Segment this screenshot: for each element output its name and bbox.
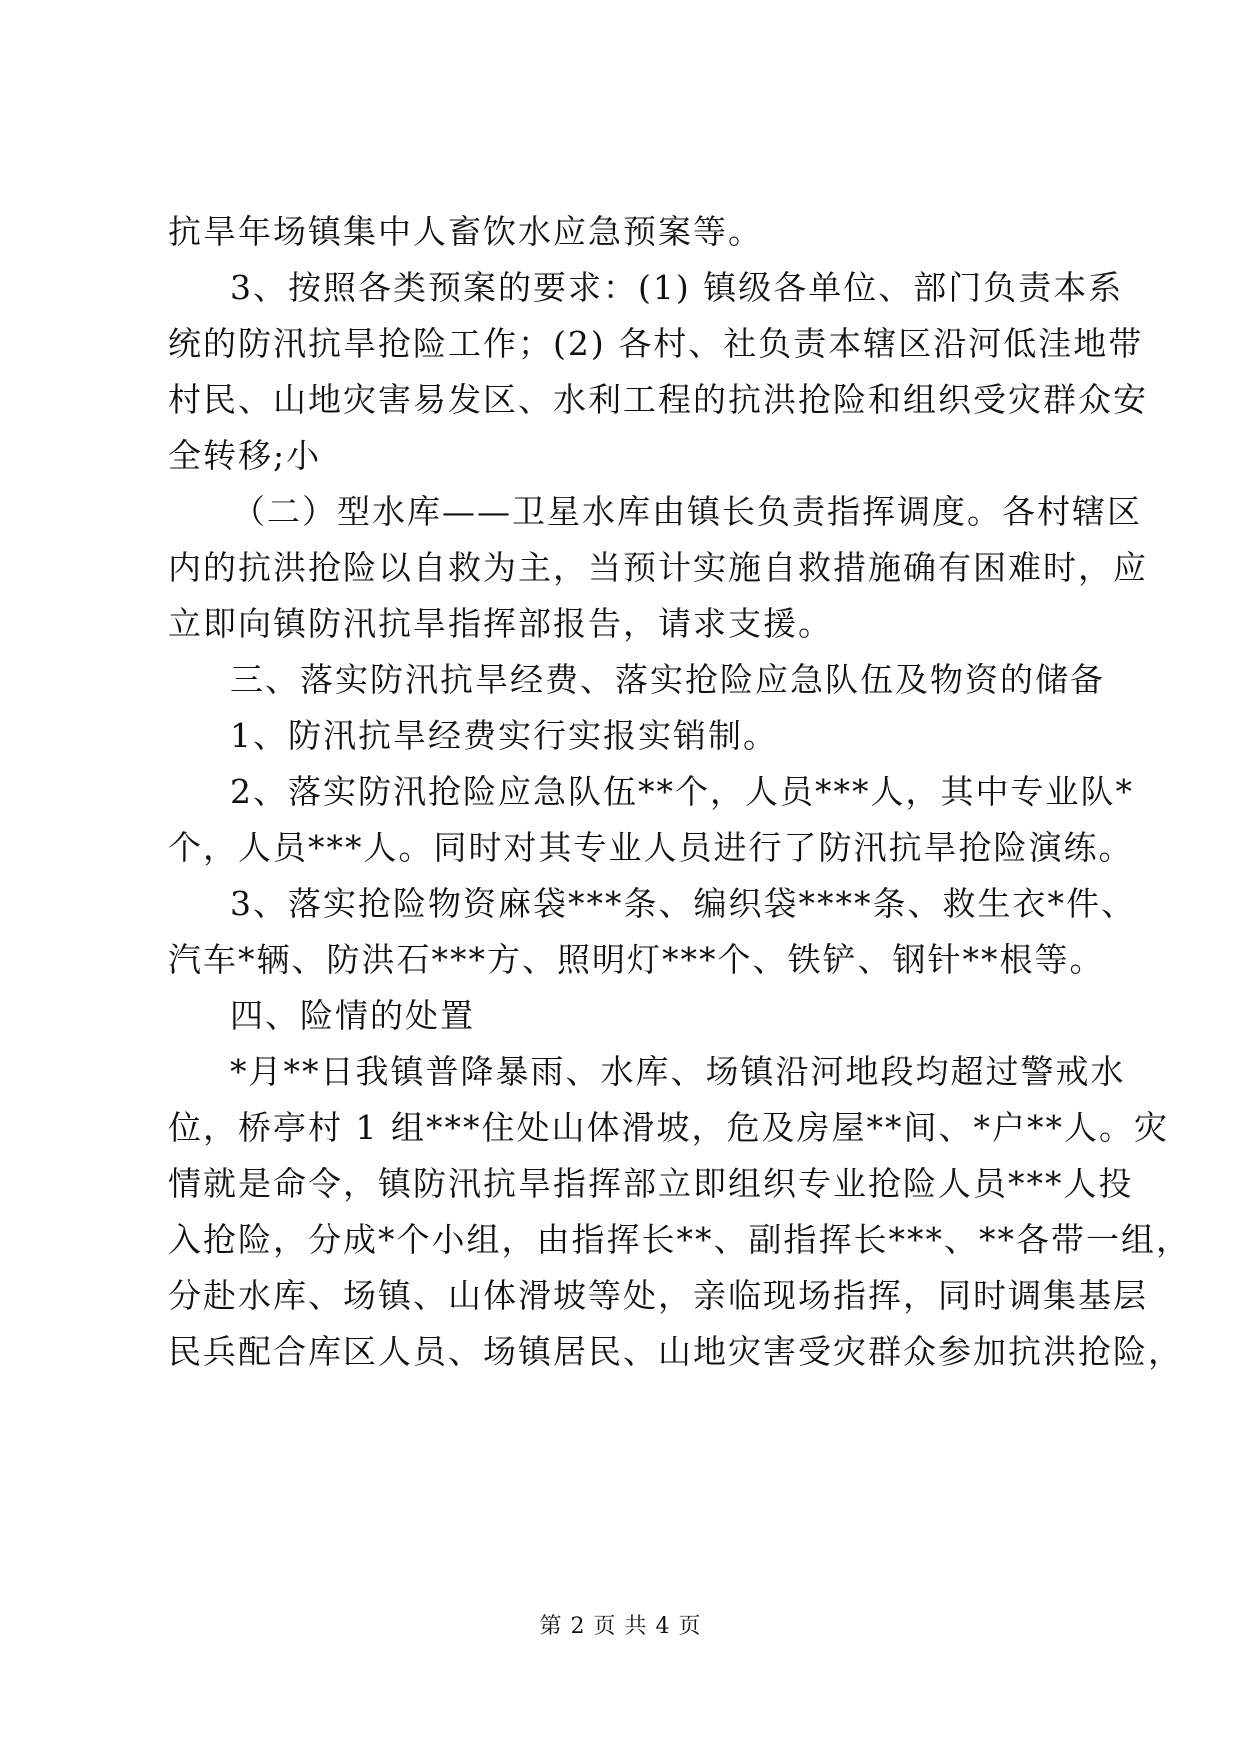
text-line-1: 抗旱年场镇集中人畜饮水应急预案等。 — [168, 212, 763, 251]
text-line-19: 入抢险，分成*个小组，由指挥长**、副指挥长***、**各带一组， — [168, 1220, 1191, 1259]
text-line-7: 内的抗洪抢险以自救为主，当预计实施自救措施确有困难时，应 — [168, 548, 1148, 587]
text-line-13: 3、落实抢险物资麻袋***条、编织袋****条、救生衣*件、 — [230, 884, 1136, 923]
text-line-12: 个，人员***人。同时对其专业人员进行了防汛抗旱抢险演练。 — [168, 828, 1134, 867]
text-line-18: 情就是命令，镇防汛抗旱指挥部立即组织专业抢险人员***人投 — [168, 1164, 1134, 1203]
text-line-4: 村民、山地灾害易发区、水利工程的抗洪抢险和组织受灾群众安 — [168, 380, 1148, 419]
page-footer: 第 2 页 共 4 页 — [539, 1614, 702, 1639]
text-line-21: 民兵配合库区人员、场镇居民、山地灾害受灾群众参加抗洪抢险， — [168, 1332, 1183, 1371]
text-line-2: 3、按照各类预案的要求：(1) 镇级各单位、部门负责本系 — [230, 268, 1124, 307]
text-line-14: 汽车*辆、防洪石***方、照明灯***个、铁铲、钢针**根等。 — [168, 940, 1105, 979]
section-heading-3: 三、落实防汛抗旱经费、落实抢险应急队伍及物资的储备 — [230, 660, 1105, 699]
text-line-3: 统的防汛抗旱抢险工作；(2) 各村、社负责本辖区沿河低洼地带 — [168, 324, 1144, 363]
text-line-20: 分赴水库、场镇、山体滑坡等处，亲临现场指挥，同时调集基层 — [168, 1276, 1148, 1315]
text-line-17: 位，桥亭村 1 组***住处山体滑坡，危及房屋**间、*户**人。灾 — [168, 1108, 1169, 1147]
text-line-6: （二）型水库——卫星水库由镇长负责指挥调度。各村辖区 — [232, 492, 1142, 531]
text-line-11: 2、落实防汛抢险应急队伍**个，人员***人，其中专业队* — [230, 772, 1134, 811]
section-heading-4: 四、险情的处置 — [230, 996, 475, 1035]
text-line-5: 全转移;小 — [168, 436, 322, 475]
text-line-10: 1、防汛抗旱经费实行实报实销制。 — [230, 716, 778, 755]
text-line-16: *月**日我镇普降暴雨、水库、场镇沿河地段均超过警戒水 — [230, 1052, 1126, 1091]
text-line-8: 立即向镇防汛抗旱指挥部报告，请求支援。 — [168, 604, 833, 643]
